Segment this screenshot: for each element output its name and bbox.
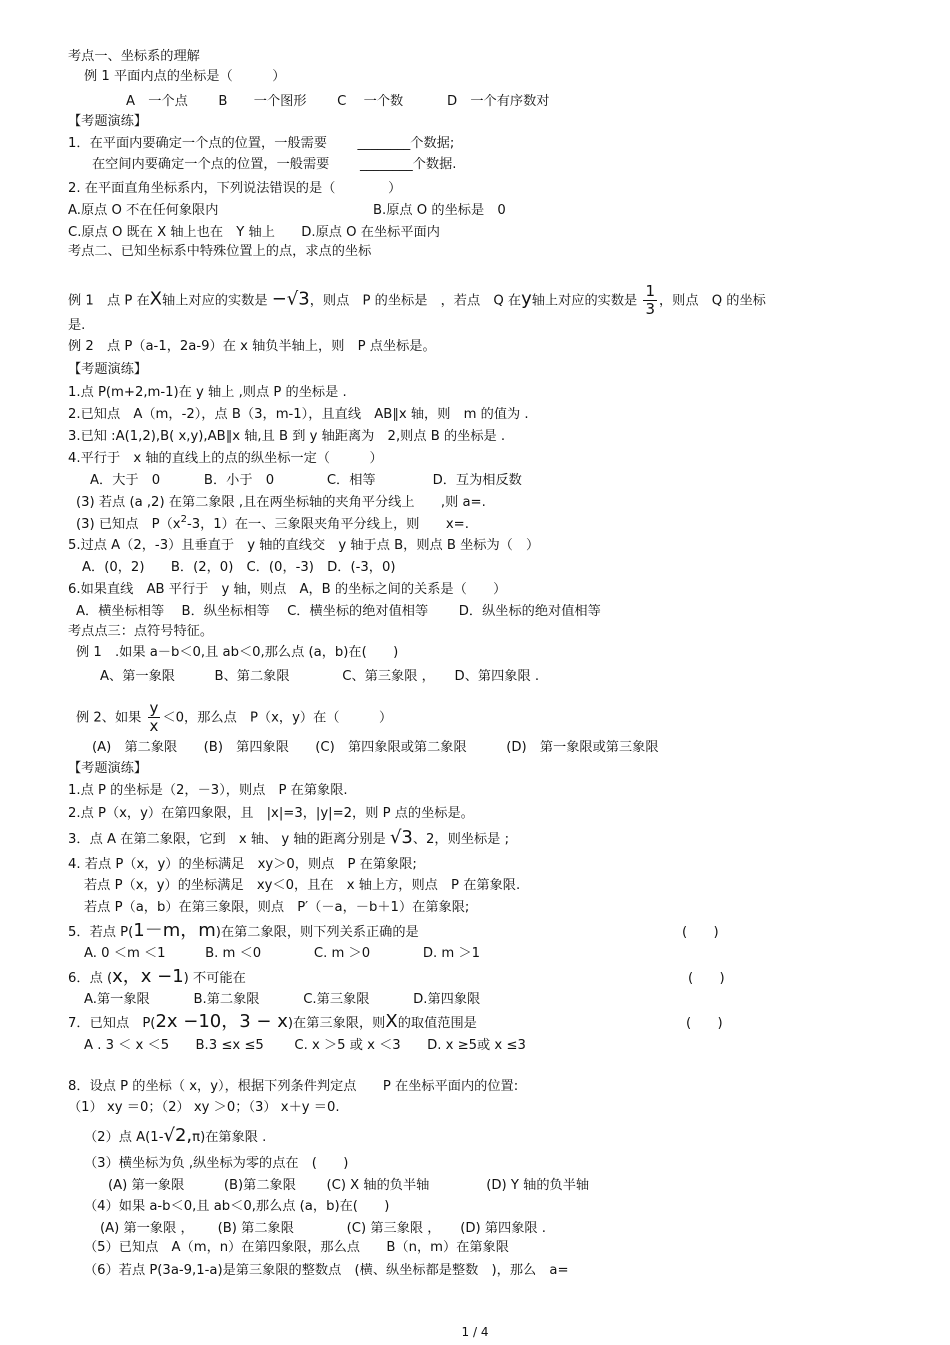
neg-sqrt3: −√3 xyxy=(271,288,310,310)
options-cd: C.原点 O 既在 X 轴上也在 Y 轴上 D.原点 O 在坐标平面内 xyxy=(68,225,440,240)
practice-3-q7-options: A . 3 ＜ x ＜5 B.3 ≤x ≤5 C. x ＞5 或 x ＜3 D. x ≥5或 x ≤3 xyxy=(84,1038,526,1053)
practice-3-q4-c: 若点 P（a，b）在第三象限，则点 P′（－a，－b＋1）在第象限; xyxy=(84,900,470,915)
practice-2-q1: 1.点 P(m+2,m-1)在 y 轴上 ,则点 P 的坐标是 . xyxy=(68,385,347,400)
section-title-1: 考点一、坐标系的理解 xyxy=(68,49,200,64)
practice-3-q4: 4. 若点 P（x，y）的坐标满足 xy＞0，则点 P 在第象限; xyxy=(68,857,417,872)
answer-bracket: ( ) xyxy=(688,971,725,986)
text: 轴上对应的实数是 xyxy=(162,293,268,309)
practice-heading: 【考题演练】 xyxy=(68,362,148,377)
practice-question-1-cont: 在空间内要确定一个点的位置，一般需要 ________个数据. xyxy=(92,157,457,172)
numerator: 1 xyxy=(645,282,655,300)
numerator: y xyxy=(149,699,159,717)
text: ，则点 P 的坐标是 ，若点 Q 在 xyxy=(309,293,522,309)
option-a: A.原点 O 不在任何象限内 xyxy=(68,203,219,218)
practice-3-q5 xyxy=(68,920,419,941)
practice-2-q3: 3.已知 :A(1,2),B( x,y),AB∥x 轴,且 B 到 y 轴距离为 2,则点 B 的坐标是 . xyxy=(68,429,506,444)
text: ＜0，那么点 P（x，y）在（ ） xyxy=(162,710,393,726)
practice-2-q4: 4.平行于 x 轴的直线上的点的纵坐标一定（ ） xyxy=(68,451,383,466)
text: 6．点 ( xyxy=(68,971,113,986)
practice-3-q6 xyxy=(68,966,246,987)
text: )在第二象限，则下列关系正确的是 xyxy=(215,925,419,940)
text: 7．已知点 P( xyxy=(68,1016,156,1031)
text: )在第三象限，则 xyxy=(287,1016,386,1031)
section-3-example-2 xyxy=(76,700,392,735)
superscript: 2 xyxy=(180,514,187,525)
text: ) 不可能在 xyxy=(183,971,246,986)
text: )在第象限 . xyxy=(200,1130,267,1145)
practice-question-1: 1．在平面内要确定一个点的位置，一般需要 ________个数据; xyxy=(68,136,455,151)
sqrt3: √3 xyxy=(389,827,413,848)
practice-3-q7 xyxy=(68,1011,477,1032)
fraction-one-third xyxy=(643,283,657,318)
sqrt2: √2, xyxy=(163,1125,193,1146)
practice-3-q8-3: （3）横坐标为负 ,纵坐标为零的点在 ( ) xyxy=(84,1156,349,1171)
practice-3-q8-2 xyxy=(84,1125,267,1146)
practice-3-q8-4: （4）如果 a-b＜0,且 ab＜0,那么点 (a，b)在( ) xyxy=(84,1199,390,1214)
practice-3-q8-3-options: (A) 第一象限 (B)第二象限 (C) X 轴的负半轴 (D) Y 轴的负半轴 xyxy=(108,1178,590,1193)
section-2-example-1-cont: 是. xyxy=(68,318,86,333)
section-title-2: 考点二、已知坐标系中特殊位置上的点，求点的坐标 xyxy=(68,244,372,259)
text: (3) 已知点 P（x xyxy=(76,517,181,532)
practice-3-q4-b: 若点 P（x，y）的坐标满足 xy＜0，且在 x 轴上方，则点 P 在第象限. xyxy=(84,878,521,893)
option-b: B.原点 O 的坐标是 0 xyxy=(373,203,506,218)
example-1-options: A 一个点 B 一个图形 C 一个数 D 一个有序数对 xyxy=(126,94,550,109)
practice-heading: 【考题演练】 xyxy=(68,114,148,129)
practice-2-q4-options: A．大于 0 B．小于 0 C．相等 D．互为相反数 xyxy=(90,473,522,488)
practice-2-q5: 5.过点 A（2，-3）且垂直于 y 轴的直线交 y 轴于点 B，则点 B 坐标为（ ） xyxy=(68,538,540,553)
practice-2-sub3a: (3) 若点 (a ,2) 在第二象限 ,且在两坐标轴的夹角平分线上 ,则 a=. xyxy=(76,495,486,510)
section-title-3: 考点点三：点符号特征。 xyxy=(68,624,214,639)
text: ，则点 Q 的坐标 xyxy=(658,293,766,309)
fraction-y-over-x xyxy=(148,700,161,735)
answer-bracket: ( ) xyxy=(682,925,719,940)
expression: x，x −1 xyxy=(112,966,184,987)
practice-question-2: 2. 在平面直角坐标系内，下列说法错误的是（ ） xyxy=(68,181,402,196)
text: 3．点 A 在第二象限，它到 x 轴、 y 轴的距离分别是 xyxy=(68,832,386,847)
text: 5．若点 P( xyxy=(68,925,134,940)
practice-3-q6-options: A.第一象限 B.第二象限 C.第三象限 D.第四象限 xyxy=(84,992,481,1007)
x-symbol: X xyxy=(149,288,163,310)
practice-3-q2: 2.点 P（x，y）在第四象限，且 |x|=3，|y|=2，则 P 点的坐标是。 xyxy=(68,806,474,821)
text: 的取值范围是 xyxy=(397,1016,477,1031)
practice-3-q8: 8．设点 P 的坐标（ x，y），根据下列条件判定点 P 在坐标平面内的位置: xyxy=(68,1079,519,1094)
practice-3-q1: 1.点 P 的坐标是（2，－3），则点 P 在第象限. xyxy=(68,783,348,798)
text: 、2，则坐标是 ; xyxy=(412,832,510,847)
y-symbol: y xyxy=(521,288,532,310)
denominator: 3 xyxy=(645,300,655,318)
section-2-example-2: 例 2 点 P（a-1，2a-9）在 x 轴负半轴上，则 P 点坐标是。 xyxy=(68,339,436,354)
text: （2）点 A(1- xyxy=(84,1130,164,1145)
example-1-question: 例 1 平面内点的坐标是（ ） xyxy=(84,69,286,84)
practice-3-q3 xyxy=(68,827,510,848)
section-2-example-1 xyxy=(68,283,766,318)
answer-bracket: ( ) xyxy=(686,1016,723,1031)
x-symbol: X xyxy=(385,1011,398,1032)
practice-3-q8-conditions: （1） xy ＝0；（2） xy ＞0；（3） x＋y ＝0. xyxy=(68,1100,340,1115)
practice-3-q8-6: （6）若点 P(3a-9,1-a)是第三象限的整数点 (横、纵坐标都是整数 )，那么 a= xyxy=(84,1263,569,1278)
text: 轴上对应的实数是 xyxy=(531,293,638,309)
denominator: x xyxy=(149,717,159,735)
text: -3，1）在一、三象限夹角平分线上，则 x=. xyxy=(186,517,469,532)
practice-2-sub3b xyxy=(76,514,469,534)
expression: 1－m，m xyxy=(133,920,216,941)
text: 例 1 点 P 在 xyxy=(68,293,150,309)
practice-3-q5-options: A. 0 ＜m ＜1 B. m ＜0 C. m ＞0 D. m ＞1 xyxy=(84,946,481,961)
text: 例 2、如果 xyxy=(76,710,142,726)
practice-heading: 【考题演练】 xyxy=(68,761,148,776)
practice-2-q5-options: A．(0，2) B．(2，0) C．(0，-3) D．(-3，0) xyxy=(82,560,396,575)
practice-3-q8-4-options: (A) 第一象限 ， (B) 第二象限 (C) 第三象限 ， (D) 第四象限 . xyxy=(100,1221,546,1236)
section-3-example-1: 例 1 .如果 a－b＜0,且 ab＜0,那么点 (a，b)在( ) xyxy=(76,645,399,660)
page-number: 1 / 4 xyxy=(461,1325,489,1339)
pi-symbol: π xyxy=(192,1130,201,1145)
section-3-example-2-options: (A) 第二象限 (B) 第四象限 (C) 第四象限或第二象限 (D) 第一象限或第三象限 xyxy=(92,740,659,755)
practice-2-q6: 6.如果直线 AB 平行于 y 轴，则点 A，B 的坐标之间的关系是（ ） xyxy=(68,582,507,597)
practice-3-q8-5: （5）已知点 A（m，n）在第四象限，那么点 B（n，m）在第象限 xyxy=(84,1240,509,1255)
practice-2-q6-options: A．横坐标相等 B．纵坐标相等 C．横坐标的绝对值相等 D．纵坐标的绝对值相等 xyxy=(76,604,601,619)
section-3-example-1-options: A、第一象限 B、第二象限 C、第三象限 ， D、第四象限 . xyxy=(100,669,540,684)
practice-2-q2: 2.已知点 A（m，-2），点 B（3，m-1），且直线 AB∥x 轴，则 m 的值为 . xyxy=(68,407,529,422)
expression: 2x −10，3 − x xyxy=(155,1011,288,1032)
